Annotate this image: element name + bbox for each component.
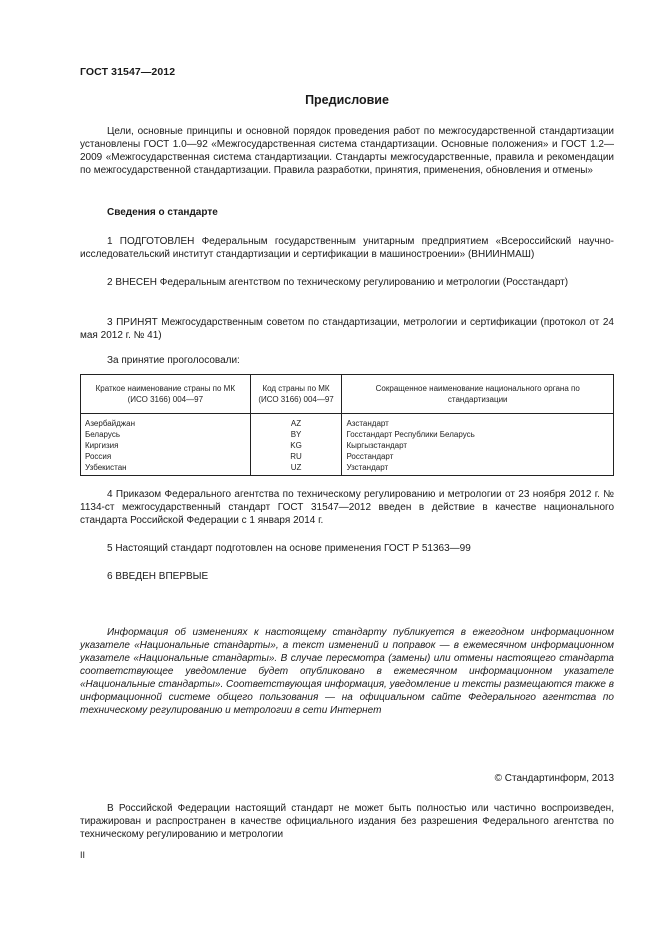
reproduction-notice: В Российской Федерации настоящий стандарт не может быть полностью или частично воспроизведен, тиражирован и распространен в качестве официального издания без разрешения Федерального агентства по техническому регулированию и метрологии [80,803,614,840]
table-row [81,414,614,430]
table-row [81,462,614,476]
item-2-paragraph: 2 ВНЕСЕН Федеральным агентством по техническому регулированию и метрологии (Росстандарт) [107,277,569,288]
vote-label: За принятие проголосовали: [107,355,240,366]
code-cell: KG [250,440,342,451]
item-6-paragraph: 6 ВВЕДЕН ВПЕРВЫЕ [107,571,209,582]
column-header-body: Сокращенное наименование национального органа по стандартизации [342,375,614,414]
body-cell: Кыргызстандарт [342,440,614,451]
code-cell: RU [250,451,342,462]
code-cell: AZ [250,414,342,430]
column-header-country: Краткое наименование страны по МК (ИСО 3166) 004—97 [81,375,251,414]
country-cell: Узбекистан [81,462,251,476]
column-header-code: Код страны по МК (ИСО 3166) 004—97 [250,375,342,414]
item-4-paragraph: 4 Приказом Федерального агентства по техническому регулированию и метрологии от 23 ноября 2012 г. № 1134-ст межгосударственный стандарт ГОСТ 31547—2012 введен в действие в качестве национального стандарта Российской Федерации с 1 января 2014 г. [80,489,614,526]
table-row [81,440,614,451]
body-cell: Узстандарт [342,462,614,476]
item-5-paragraph: 5 Настоящий стандарт подготовлен на основе применения ГОСТ Р 51363—99 [107,543,471,554]
intro-paragraph: Цели, основные принципы и основной порядок проведения работ по межгосударственной стандартизации установлены ГОСТ 1.0—92 «Межгосударственная система стандартизации. Основные положения» и ГОСТ 1.2—2009 «Межгосударственная система стандартизации. Стандарты межгосударственные, правила и рекомендации по межгосударственной стандартизации. Правила разработки, принятия, применения, обновления и отмены» [80,126,614,176]
body-cell: Госстандарт Республики Беларусь [342,429,614,440]
table-row [81,451,614,462]
table-row [81,429,614,440]
body-cell: Азстандарт [342,414,614,430]
country-cell: Россия [81,451,251,462]
info-heading: Сведения о стандарте [107,207,218,218]
country-cell: Азербайджан [81,414,251,430]
changes-info-paragraph: Информация об изменениях к настоящему стандарту публикуется в ежегодном информационном указателе «Национальные стандарты», а текст изменений и поправок — в ежемесячном информационном указателе «Национальные стандарты». В случае пересмотра (замены) или отмены настоящего стандарта соответствующее уведомление будет опубликовано в ежемесячном информационном указателе «Национальные стандарты». Соответствующая информация, уведомление и тексты размещаются также в информационной системе общего пользования — на официальном сайте Федерального агентства по техническому регулированию и метрологии в сети Интернет [80,627,614,716]
code-cell: UZ [250,462,342,476]
copyright-notice: © Стандартинформ, 2013 [494,773,614,784]
page-title: Предисловие [305,93,389,107]
body-cell: Росстандарт [342,451,614,462]
vote-table-header-row [81,375,614,414]
page-number: II [80,850,86,860]
item-1-paragraph: 1 ПОДГОТОВЛЕН Федеральным государственным унитарным предприятием «Всероссийский научно-исследовательский институт стандартизации и сертификации в машиностроении» (ВНИИНМАШ) [80,236,614,260]
code-cell: BY [250,429,342,440]
country-cell: Беларусь [81,429,251,440]
country-cell: Киргизия [81,440,251,451]
page-header-standard-id: ГОСТ 31547—2012 [80,66,176,78]
vote-table [80,374,614,476]
item-3-paragraph: 3 ПРИНЯТ Межгосударственным советом по стандартизации, метрологии и сертификации (протокол от 24 мая 2012 г. № 41) [80,317,614,341]
